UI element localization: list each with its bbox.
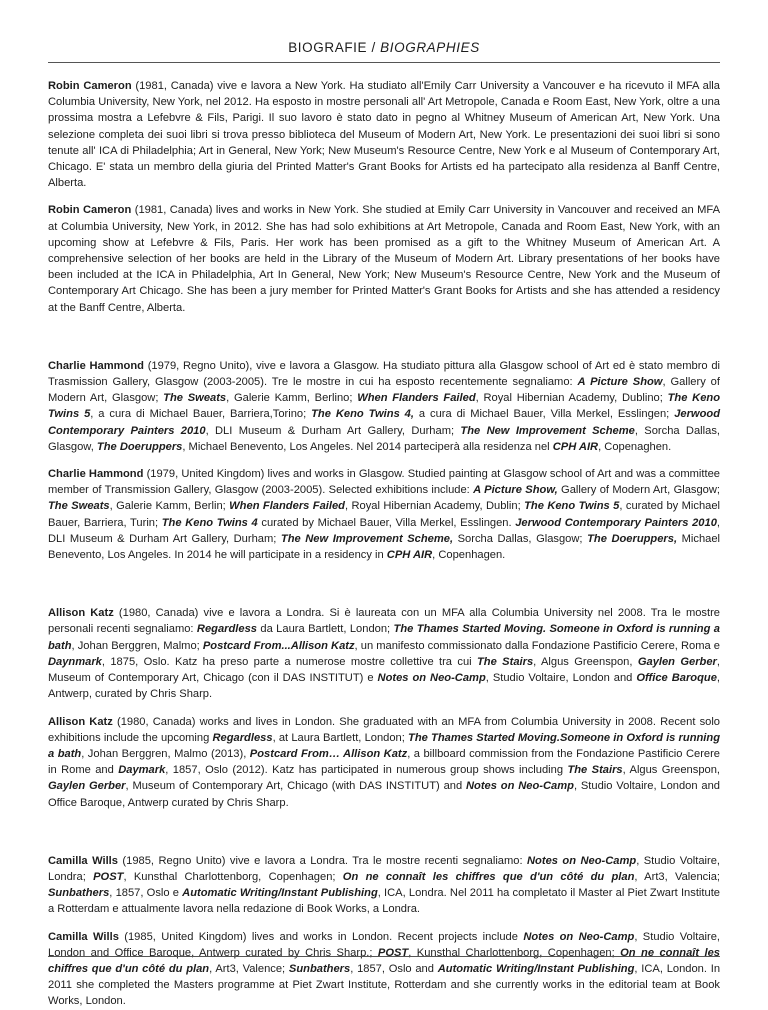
bio-text: , New York and the [560,269,664,282]
bio-text: , Alberta. [141,301,186,314]
institution-name: New Museum's Resource Centre [394,269,561,282]
bio-text: . She has been a jury member for [180,285,353,298]
bio-text: New York. Le presentazioni dei suoi libri si sono tenute all' [48,128,720,157]
exhibition-title: A Picture Show, [473,484,558,497]
bio-text: a cura di Michael Bauer, Villa Merkel, Esslingen; [413,408,675,421]
exhibition-title: Daymark [118,764,166,777]
institution-name: Art Metropole [426,220,495,233]
artist-name: Charlie Hammond [48,359,144,372]
exhibition-title: A Picture Show [577,376,663,389]
bio-paragraph-it [48,358,720,455]
bio-text: , at Laura Bartlett, London; [272,731,409,744]
exhibition-title: Regardless [212,731,273,744]
bio-text: New York, oltre a una prossima mostra a [48,96,721,125]
bio-section-allison-katz [48,605,720,810]
bio-text: , curated by Michael Bauer, Barriera, Turin; [48,500,721,529]
exhibition-title: The Sweats [163,392,227,405]
exhibition-title: The Keno Twins 5 [48,392,721,421]
bio-text: ed ha partecipato alla residenza al [472,161,654,174]
bio-text: , Art3, Valencia; [634,870,721,883]
footer-divider [48,956,720,957]
bio-paragraph-en [48,466,720,563]
institution-name: Art in General [198,144,268,157]
artist-name: Camilla Wills [48,930,119,943]
exhibition-title: Office Baroque [636,672,717,685]
bio-paragraph-en [48,929,720,1010]
page-title-english: BIOGRAPHIES [380,40,480,55]
institution-name: Museum of Contemporary Art Chicago [48,269,721,298]
exhibition-title: The Stairs [477,655,534,668]
bio-text: (1980, Canada) vive e lavora a Londra. Si è laureata con un MFA alla Columbia University nel 2008. Tra le mostre personali recenti segnaliamo: [48,607,720,636]
bio-text: , Copenaghen. [598,440,672,453]
exhibition-title: Notes on Neo-Camp [377,672,486,685]
exhibition-title: The Doeruppers [96,440,183,453]
exhibition-title: Automatic Writing/Instant Publishing [182,887,378,900]
bio-text: , Chicago. E' stata un membro della giuria del [48,144,720,174]
bio-text: (1981, Canada) vive e lavora a New York. Ha studiato all'Emily Carr University a Vancouver e ha ricevuto il MFA alla Columbia University, New York, nel 2012. Ha esposto in mostre personali all' [48,80,720,109]
bio-text: , 1875, Oslo. Katz ha preso parte a numerose mostre collettive tra cui [101,655,477,668]
bio-text: , a billboard commission from the Fondazione Pastificio Cerere in Rome and [48,747,721,777]
bio-section-charlie-hammond [48,358,720,563]
bio-text: di Philadelphia; [116,144,199,157]
bio-text: , New York; [330,269,395,282]
institution-name: ICA [156,269,175,282]
bio-text: , Royal Hibernian Academy, Dublino; [475,392,668,405]
institution-name: Whitney Museum of American Art, [464,112,639,125]
bio-text: , un manifesto commissionato dalla Fondazione Pastificio Cerere, Roma e [354,639,720,652]
bio-text: (1980, Canada) works and lives in London. She graduated with an MFA from Columbia University in 2008. Recent solo exhibitions include the upcoming [48,715,720,744]
bio-text: , Kunsthal Charlottenborg, Copenhagen; [123,870,343,883]
bio-text: Gallery of Modern Art, Glasgow; [557,484,721,497]
bio-text: (1985, Regno Unito) vive e lavora a Londra. Tra le mostre recenti segnaliamo: [117,854,528,867]
bio-text: , ICA, Londra. Nel 2011 ha completato il Master al Piet Zwart Institute a Rotterdam e attualmente lavora nella redazione di [48,887,720,916]
exhibition-title: Postcard From...Allison Katz [202,639,355,652]
exhibition-title: Gaylen Gerber [637,655,717,668]
bio-section-robin-cameron [48,78,720,316]
bio-text: , New York e al [492,144,571,157]
bio-text: , New York; [268,144,329,157]
institution-name: Whitney Museum of American Art [526,236,704,249]
exhibition-title: Jerwood Contemporary Painters 2010 [515,516,717,529]
bio-text: , Kunsthal Charlottenborg, Copenhagen; [408,946,621,959]
bio-text: , Algus Greenspon, [533,655,638,668]
exhibition-title: Automatic Writing/Instant Publishing [437,962,635,975]
exhibition-title: CPH AIR [552,440,599,453]
artist-name: Charlie Hammond [48,468,144,481]
exhibition-title: Daynmark [48,655,102,668]
exhibition-title: The New Improvement Scheme, [280,532,454,545]
institution-name: Room East, [552,96,611,109]
exhibition-title: Regardless [196,623,257,636]
exhibition-title: The Stairs [567,764,623,777]
exhibition-title: On ne connaît les chiffres que d'un côté du plan [48,946,721,975]
bio-text: , Parigi. Il suo lavoro è stato dato in pegno al [224,112,465,125]
institution-name: Banff Centre [78,301,142,314]
artist-name: Robin Cameron [48,204,132,217]
bio-text: . A comprehensive selection of her books are held in the Library of the Museum of Modern Art. Library presentations of her books have been included at the [48,236,721,282]
exhibition-title: Notes on Neo-Camp [466,780,574,793]
institution-name: Banff Centre [653,161,717,174]
institution-name: Art In General [259,269,331,282]
bio-text: , Royal Hibernian Academy, Dublin; [344,500,525,513]
institution-name: Printed Matter's Grant Books for Artists [275,161,473,174]
bio-text: da Laura Bartlett, London; [257,623,394,636]
page [48,0,720,1010]
exhibition-title: The Thames Started Moving. Someone in Oxford is running a bath [48,623,720,652]
bio-text: , a cura di Michael Bauer, Barriera,Torino; [90,408,312,421]
bio-paragraph-it [48,605,720,702]
bio-text: , Museum of Contemporary Art, Chicago (con il DAS INSTITUT) e [48,655,720,685]
artist-name: Allison Katz [48,715,113,728]
institution-name: Book Works [306,903,367,916]
institution-name: Printed Matter's Grant Books for Artists [352,285,547,298]
bio-text: , Algus Greenspon, [622,764,720,777]
page-title-italian: BIOGRAFIE / [288,40,381,55]
bio-paragraph-it [48,853,720,918]
bio-text: curated by Michael Bauer, Villa Merkel, Esslingen. [257,516,516,529]
exhibition-title: Sunbathers [288,962,351,975]
institution-name: Museum of Contemporary Art [570,144,717,157]
exhibition-title: The Thames Started Moving.Someone in Oxford is running a bath [48,731,721,760]
exhibition-title: The New Improvement Scheme [460,424,635,437]
exhibition-title: On ne connaît les chiffres que d'un côté du plan [342,870,635,883]
bio-text: , ICA, London. In 2011 she completed the Masters programme at Piet Zwart Institute, Rotterdam and she currently works in the editorial team at [48,962,721,992]
exhibition-title: CPH AIR [386,549,433,562]
bio-text: , 1857, Oslo e [109,887,183,900]
exhibition-title: POST [93,870,124,883]
exhibition-title: The Keno Twins 5 [524,500,620,513]
exhibition-title: Postcard From… Allison Katz [249,747,408,760]
exhibition-title: Sunbathers [48,887,110,900]
bio-text: , 1857, Oslo (2012). Katz has participated in numerous group shows including [165,764,568,777]
bio-paragraph-en [48,714,720,811]
exhibition-title: The Keno Twins 4 [161,516,258,529]
bio-text: , a Londra. [366,903,421,916]
institution-name: Art Metropole [427,96,495,109]
exhibition-title: Notes on Neo-Camp [527,854,637,867]
bio-text: , Studio Voltaire, Londra; [48,854,721,883]
bio-text: (1985, United Kingdom) lives and works in London. Recent projects include [118,930,524,943]
artist-name: Camilla Wills [48,854,118,867]
artist-name: Robin Cameron [48,80,132,92]
bio-text: , Studio Voltaire, London and Office Baroque, Antwerp curated by Chris Sharp. [48,780,720,809]
bio-text: , Antwerp, curated by Chris Sharp. [48,672,721,701]
bio-text: (1981, Canada) lives and works in New York. She studied at Emily Carr University in Vancouver and received an MFA at Columbia University, New York, in 2012. She has had solo exhibitions at [48,204,720,233]
institution-name: Museum of Modern Art, [358,128,476,141]
bio-text: , Studio Voltaire, London and [485,672,637,685]
exhibition-title: Jerwood Contemporary Painters 2010 [48,408,720,437]
artist-name: Allison Katz [48,607,114,620]
institution-name: New Museum's Resource Centre [328,144,493,157]
exhibition-title: Gaylen Gerber [48,780,126,793]
exhibition-title: The Sweats [48,500,110,513]
exhibition-title: The Doeruppers, [587,532,678,545]
biographies [48,78,720,1010]
bio-text: (1979, Regno Unito), vive e lavora a Glasgow. Ha studiato pittura alla Glasgow school of Art ed è stato membro di Trasmission Gallery, Glasgow (2003-2005). Tre le mostre in cui ha esposto recentemente segnaliamo: [48,359,720,389]
bio-text: , DLI Museum & Durham Art Gallery, Durham; [48,516,720,545]
bio-text: in Philadelphia, [174,269,260,282]
bio-text: , Galerie Kamm, Berlino; [226,392,358,405]
bio-text: , Canada e [494,96,553,109]
bio-text: , London. [79,995,126,1008]
bio-text: , Studio Voltaire, London and Office Baroque, Antwerp curated by Chris Sharp.; [48,930,721,959]
exhibition-title: POST [377,946,409,959]
bio-text: , Gallery of Modern Art, Glasgow; [48,376,720,405]
bio-text: and she has attended a residency at the [48,285,721,314]
bio-text: Michael Benevento, Los Angeles. In 2014 he will participate in a residency in [48,532,721,562]
bio-text: , DLI Museum & Durham Art Gallery, Durham; [205,424,461,437]
bio-text: , Museum of Contemporary Art, Chicago (with DAS INSTITUT) and [125,780,466,793]
bio-text: , 1857, Oslo and [350,962,438,975]
exhibition-title: When Flanders Failed [357,392,476,405]
bio-text: , Sorcha Dallas, Glasgow, [48,424,720,453]
bio-text: , Alberta. [48,161,721,190]
bio-paragraph-en [48,202,720,315]
bio-text: , Johan Berggren, Malmo (2013), [81,747,250,760]
institution-name: Lefebvre & Fils [147,112,225,125]
exhibition-title: The Keno Twins 4, [311,408,414,421]
institution-name: ICA [98,144,117,157]
bio-section-camilla-wills [48,853,720,1010]
bio-text: , Johan Berggren, Malmo; [71,639,203,652]
header-divider [48,62,720,63]
bio-paragraph-it [48,78,720,191]
bio-text: , Copenhagen. [432,549,506,562]
bio-text: New York. Una selezione completa dei suoi libri si trova presso biblioteca del [48,112,720,141]
page-title [48,40,720,58]
bio-text: Sorcha Dallas, Glasgow; [453,532,588,545]
bio-text: , Galerie Kamm, Berlin; [109,500,230,513]
bio-text: (1979, United Kingdom) lives and works in Glasgow. Studied painting at Glasgow school of Art and was a committee member of Transmission Gallery, Glasgow (2003-2005). Selected exhibitions include: [48,468,720,497]
exhibition-title: Notes on Neo-Camp [523,930,635,943]
bio-text: , Canada and Room East, New York, with an upcoming show at Lefebvre & Fils, Paris. Her work has been promised as a gift to the [48,220,721,249]
institution-name: Book Works [48,979,720,1008]
exhibition-title: When Flanders Failed [229,500,345,513]
bio-text: , Art3, Valence; [209,962,289,975]
bio-text: , Michael Benevento, Los Angeles. Nel 2014 parteciperà alla residenza nel [182,440,553,453]
